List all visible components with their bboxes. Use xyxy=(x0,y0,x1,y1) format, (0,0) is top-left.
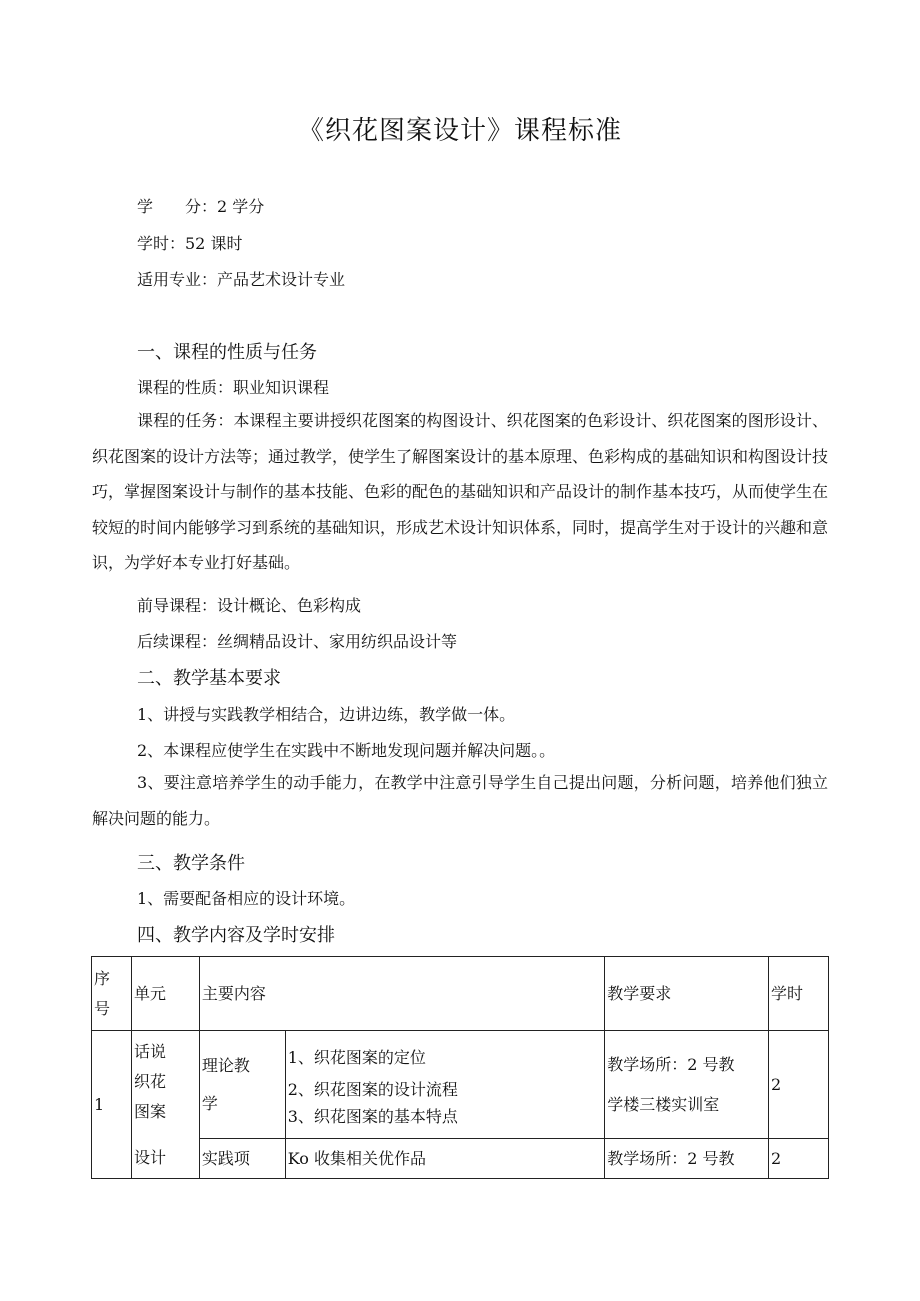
teaching-content-table xyxy=(91,956,829,1179)
row-seq: 1 xyxy=(92,1031,132,1179)
row-practice-content: Ko 收集相关优作品 xyxy=(285,1139,605,1179)
course-task-paragraph: 课程的任务：本课程主要讲授织花图案的构图设计、织花图案的色彩设计、织花图案的图形设计、织花图案的设计方法等；通过教学，使学生了解图案设计的基本原理、色彩构成的基础知识和构图设计技巧，掌握图案设计与制作的基本技能、色彩的配色的基础知识和产品设计的制作基本技巧，从而使学生在较短的时间内能够学习到系统的基础知识，形成艺术设计知识体系，同时，提高学生对于设计的兴趣和意识，为学好本专业打好基础。 xyxy=(92,411,829,572)
section-3-heading: 三、教学条件 xyxy=(137,853,245,874)
table-row xyxy=(92,1031,829,1139)
credit-line: 学 分：2 学分 xyxy=(137,197,265,216)
prerequisite-courses: 前导课程：设计概论、色彩构成 xyxy=(137,596,362,615)
table-header-row xyxy=(92,957,829,1031)
condition-item-1: 1、需要配备相应的设计环境。 xyxy=(137,889,356,908)
row-unit: 话说 织花 图案 设计 xyxy=(131,1031,199,1179)
document-title: 《织花图案设计》课程标准 xyxy=(297,116,622,146)
follow-up-courses: 后续课程：丝绸精品设计、家用纺织品设计等 xyxy=(137,632,458,651)
row-theory-hours: 2 xyxy=(769,1031,829,1139)
section-2-heading: 二、教学基本要求 xyxy=(137,668,281,689)
major-line: 适用专业：产品艺术设计专业 xyxy=(137,270,346,289)
table-row xyxy=(92,1139,829,1179)
hours-line: 学时：52 课时 xyxy=(137,234,243,253)
section-1-heading: 一、课程的性质与任务 xyxy=(137,342,317,363)
row-practice-type: 实践项 xyxy=(199,1139,285,1179)
row-theory-requirement: 教学场所：2 号教 学楼三楼实训室 xyxy=(605,1031,769,1139)
header-requirement: 教学要求 xyxy=(605,957,769,1031)
header-seq: 序 号 xyxy=(92,957,132,1031)
row-theory-type: 理论教 学 xyxy=(199,1031,285,1139)
section-4-heading: 四、教学内容及学时安排 xyxy=(137,925,335,946)
requirement-item-1: 1、讲授与实践教学相结合，边讲边练，教学做一体。 xyxy=(137,705,516,724)
requirement-item-3: 3、要注意培养学生的动手能力，在教学中注意引导学生自己提出问题，分析问题，培养他们独立解决问题的能力。 xyxy=(92,773,828,828)
row-practice-hours: 2 xyxy=(769,1139,829,1179)
header-unit: 单元 xyxy=(131,957,199,1031)
requirement-item-2: 2、本课程应使学生在实践中不断地发现问题并解决问题。。 xyxy=(137,741,556,760)
row-practice-requirement: 教学场所：2 号教 xyxy=(605,1139,769,1179)
course-nature: 课程的性质：职业知识课程 xyxy=(137,378,330,397)
header-content: 主要内容 xyxy=(199,957,604,1031)
row-theory-content: 1、织花图案的定位 2、织花图案的设计流程 3、织花图案的基本特点 xyxy=(285,1031,605,1139)
header-hours: 学时 xyxy=(769,957,829,1031)
